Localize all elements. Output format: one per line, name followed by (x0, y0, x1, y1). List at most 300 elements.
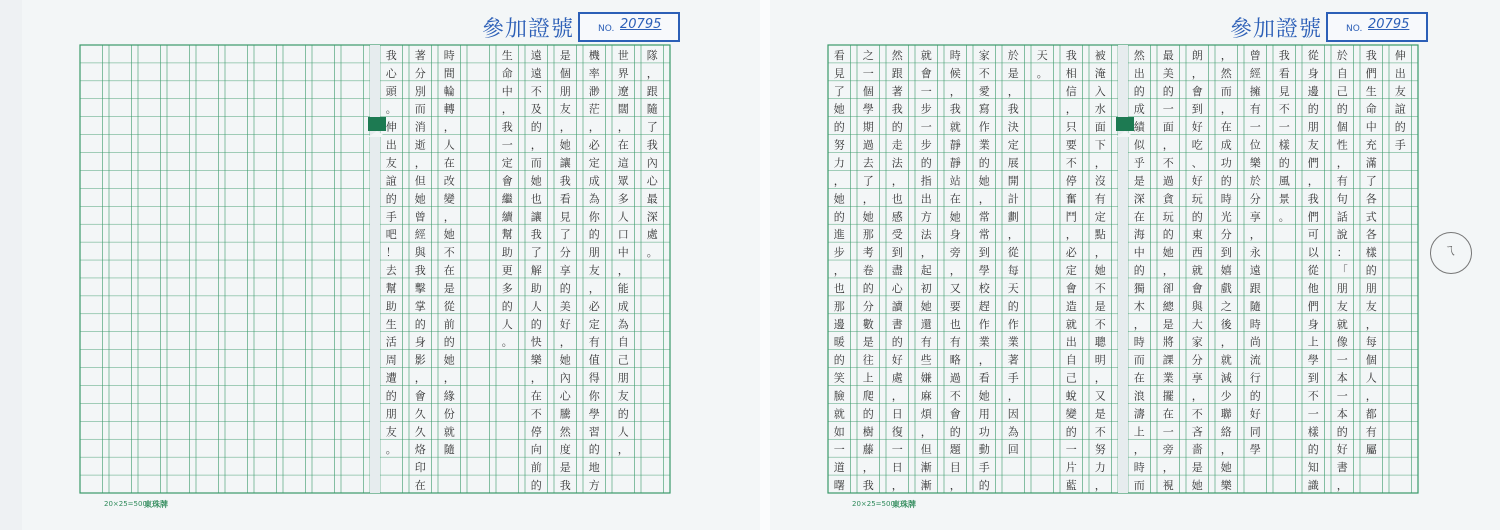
essay-char: 朋 (559, 84, 571, 98)
essay-char: 各 (1365, 192, 1377, 206)
essay-char: 面 (1162, 120, 1174, 134)
essay-char: 嬉 (1220, 264, 1232, 278)
essay-char: 看 (559, 192, 571, 206)
essay-char: 風 (1278, 174, 1290, 188)
essay-char: 似 (1133, 138, 1145, 152)
essay-char: 是 (1094, 407, 1106, 421)
essay-char: 的 (1133, 84, 1145, 98)
essay-char: 之 (862, 48, 874, 62)
essay-char: ， (1365, 389, 1377, 403)
essay-char: 又 (1094, 389, 1106, 403)
essay-char: 我 (862, 479, 874, 493)
essay-char: 作 (978, 120, 990, 134)
essay-char: 一 (1162, 425, 1174, 439)
essay-char: 海 (1133, 228, 1145, 242)
essay-char: 曾 (1249, 48, 1261, 62)
essay-char: 暖 (833, 335, 845, 349)
essay-char: 一 (1278, 120, 1290, 134)
essay-char: 會 (920, 66, 932, 80)
essay-char: 一 (1162, 102, 1174, 116)
essay-char: 樂 (1249, 156, 1261, 170)
essay-char: 而 (1133, 479, 1145, 493)
essay-char: 助 (385, 299, 397, 313)
essay-column-16 (950, 48, 962, 492)
essay-column-1 (1395, 48, 1406, 152)
essay-char: 的 (1065, 425, 1077, 439)
essay-char: 的 (1220, 174, 1232, 188)
essay-char: ， (1094, 371, 1106, 385)
essay-char: 解 (530, 264, 542, 278)
essay-char: 方 (588, 479, 600, 493)
essay-char: 。 (646, 246, 658, 260)
essay-char: 烙 (414, 443, 426, 457)
essay-char: ， (617, 443, 629, 457)
essay-char: 浪 (1133, 389, 1145, 403)
essay-char: 了 (646, 120, 658, 134)
essay-char: 分 (414, 66, 426, 80)
essay-char: 著 (414, 48, 426, 62)
essay-char: 口 (617, 228, 629, 242)
essay-char: 家 (978, 48, 990, 62)
essay-char: 個 (1336, 120, 1348, 134)
essay-char: 逝 (414, 138, 426, 152)
essay-char: 常 (978, 210, 990, 224)
essay-char: 她 (978, 174, 990, 188)
essay-char: ， (978, 192, 990, 206)
essay-char: 她 (1162, 246, 1174, 260)
essay-char: 周 (385, 353, 397, 367)
essay-char: 知 (1307, 461, 1319, 475)
essay-char: 日 (891, 407, 903, 421)
essay-char: 的 (1007, 299, 1019, 313)
essay-char: 去 (385, 264, 397, 278)
essay-char: 心 (891, 281, 903, 295)
essay-char: ： (1336, 246, 1348, 260)
essay-char: 這 (617, 156, 629, 170)
essay-char: 分 (559, 246, 571, 260)
essay-char: 中 (617, 246, 629, 260)
essay-char: 我 (1007, 102, 1019, 116)
essay-column-13 (1037, 49, 1048, 80)
essay-char: 站 (949, 174, 961, 188)
essay-char: 學 (978, 264, 990, 278)
essay-char: 學 (588, 407, 600, 421)
essay-char: 也 (949, 317, 961, 331)
essay-char: 地 (588, 461, 600, 475)
essay-column-9 (1163, 49, 1175, 492)
essay-char: 、 (1191, 156, 1203, 170)
essay-char: 我 (1278, 48, 1290, 62)
essay-char: 一 (833, 443, 845, 457)
essay-char: 美 (1162, 66, 1174, 80)
manuscript-grid-left (22, 0, 760, 530)
essay-char: 我 (559, 479, 571, 493)
essay-char: 的 (891, 120, 903, 134)
essay-char: 時 (1220, 192, 1232, 206)
essay-char: 繼 (501, 192, 513, 206)
essay-char: 步 (920, 102, 932, 116)
essay-char: 她 (978, 389, 990, 403)
essay-char: 有 (588, 335, 600, 349)
essay-char: 渺 (588, 84, 600, 98)
entry-number-label: NO. (1346, 24, 1363, 34)
essay-char: 前 (443, 317, 455, 331)
essay-char: 內 (559, 371, 571, 385)
essay-char: 是 (559, 461, 571, 475)
essay-char: 了 (559, 228, 571, 242)
essay-char: 在 (617, 138, 629, 152)
essay-char: 你 (588, 389, 600, 403)
essay-char: 位 (1249, 138, 1261, 152)
essay-char: 課 (1162, 353, 1174, 367)
essay-char: 於 (1249, 174, 1261, 188)
essay-char: 於 (1336, 48, 1348, 62)
essay-char: 不 (1065, 156, 1077, 170)
essay-char: 的 (862, 407, 874, 421)
essay-char: 我 (1365, 48, 1377, 62)
essay-char: 題 (949, 443, 961, 457)
essay-char: 樣 (1365, 246, 1377, 260)
essay-char: 己 (617, 353, 629, 367)
essay-char: 是 (1191, 461, 1203, 475)
essay-char: 每 (1007, 264, 1019, 278)
essay-char: 滿 (1365, 156, 1377, 170)
essay-char: 功 (978, 425, 990, 439)
essay-char: 到 (1307, 371, 1319, 385)
essay-char: 臉 (833, 389, 845, 403)
essay-char: ， (443, 120, 455, 134)
essay-char: 出 (1133, 66, 1145, 80)
essay-char: 本 (1336, 371, 1348, 385)
essay-char: 不 (949, 389, 961, 403)
essay-char: ， (978, 353, 990, 367)
essay-char: 她 (559, 353, 571, 367)
essay-char: 必 (588, 299, 600, 313)
essay-char: 從 (1007, 246, 1019, 260)
essay-char: 的 (978, 156, 990, 170)
essay-char: 要 (1065, 138, 1077, 152)
essay-char: ， (1007, 228, 1019, 242)
essay-char: 然 (1133, 48, 1145, 62)
essay-char: 一 (920, 84, 932, 98)
essay-column-1 (647, 48, 659, 259)
essay-char: 。 (385, 102, 397, 116)
essay-char: 一 (501, 138, 513, 152)
essay-char: ， (833, 264, 845, 278)
essay-char: 蛻 (1065, 389, 1077, 403)
essay-char: 手 (385, 210, 397, 224)
essay-char: 別 (414, 84, 426, 98)
essay-char: 一 (891, 443, 903, 457)
essay-char: 經 (414, 228, 426, 242)
essay-char: 影 (414, 353, 426, 367)
essay-char: 以 (1307, 246, 1319, 260)
essay-char: 隨 (1249, 299, 1261, 313)
essay-page-right (770, 0, 1500, 530)
essay-char: 闊 (617, 102, 629, 116)
essay-char: 而 (414, 102, 426, 116)
essay-char: 朋 (1336, 281, 1348, 295)
essay-char: 校 (978, 281, 990, 295)
essay-char: 漸 (920, 461, 932, 475)
essay-char: 身 (949, 228, 961, 242)
essay-char: 景 (1278, 192, 1290, 206)
essay-char: 大 (1191, 317, 1203, 331)
essay-char: 識 (1307, 479, 1319, 493)
essay-char: 藤 (862, 443, 874, 457)
essay-char: 將 (1162, 335, 1174, 349)
essay-char: 她 (833, 102, 845, 116)
essay-char: 曾 (414, 210, 426, 224)
grader-mark-text: ㄟ (1443, 243, 1457, 259)
essay-char: 復 (891, 425, 903, 439)
essay-char: 擁 (1249, 84, 1261, 98)
essay-char: 讓 (559, 156, 571, 170)
essay-char: 最 (1162, 48, 1174, 62)
essay-char: 不 (1278, 102, 1290, 116)
essay-char: 光 (1220, 210, 1232, 224)
essay-char: ， (1220, 102, 1232, 116)
essay-char: 伸 (385, 120, 397, 134)
essay-char: ， (1191, 389, 1203, 403)
essay-char: 些 (920, 353, 932, 367)
manuscript-grid-right (770, 0, 1500, 530)
essay-char: 麻 (920, 389, 932, 403)
essay-char: 與 (414, 246, 426, 260)
essay-column-9 (415, 48, 427, 492)
essay-char: 在 (1220, 120, 1232, 134)
essay-char: 的 (1133, 264, 1145, 278)
essay-char: ， (501, 102, 513, 116)
essay-char: 就 (1336, 317, 1348, 331)
essay-char: 。 (385, 443, 397, 457)
essay-char: ， (617, 264, 629, 278)
essay-char: 目 (949, 461, 961, 475)
essay-char: 爬 (862, 389, 874, 403)
essay-char: 造 (1065, 299, 1077, 313)
essay-char: 不 (530, 84, 542, 98)
essay-char: 我 (530, 228, 542, 242)
essay-char: 行 (1249, 371, 1261, 385)
essay-char: 著 (891, 84, 903, 98)
essay-char: 曙 (833, 479, 845, 493)
essay-char: 少 (1220, 389, 1232, 403)
essay-char: 幫 (385, 281, 397, 295)
essay-char: 她 (1191, 479, 1203, 493)
essay-char: 日 (891, 461, 903, 475)
essay-char: 中 (1365, 120, 1377, 134)
essay-char: 略 (949, 353, 961, 367)
essay-char: ， (1220, 335, 1232, 349)
essay-char: 值 (588, 353, 600, 367)
essay-char: 跟 (1249, 281, 1261, 295)
essay-char: 寫 (978, 102, 990, 116)
essay-char: 尚 (1249, 335, 1261, 349)
essay-char: ， (1220, 443, 1232, 457)
essay-char: ， (530, 371, 542, 385)
essay-char: 見 (559, 210, 571, 224)
essay-char: 助 (501, 246, 513, 260)
essay-char: 又 (949, 281, 961, 295)
essay-char: 在 (443, 264, 455, 278)
essay-char: 著 (1007, 353, 1019, 367)
essay-column-8 (443, 48, 456, 456)
essay-char: 擺 (1162, 389, 1174, 403)
essay-char: 視 (1162, 479, 1174, 493)
essay-char: 時 (1133, 461, 1145, 475)
essay-char: ， (414, 371, 426, 385)
essay-char: 上 (862, 371, 874, 385)
essay-char: 一 (862, 66, 874, 80)
essay-char: 定 (1065, 264, 1077, 278)
essay-char: 享 (1249, 210, 1261, 224)
essay-column-10 (1134, 49, 1146, 492)
essay-char: 遭 (385, 371, 397, 385)
essay-char: ， (559, 335, 571, 349)
essay-column-20 (834, 48, 845, 492)
essay-char: 各 (1365, 228, 1377, 242)
essay-char: 而 (1220, 84, 1232, 98)
essay-char: 計 (1007, 192, 1019, 206)
essay-char: 了 (1365, 174, 1377, 188)
essay-char: 道 (833, 461, 845, 475)
essay-char: 心 (385, 66, 397, 80)
essay-char: 率 (588, 66, 600, 80)
essay-char: 消 (414, 120, 426, 134)
essay-char: 卷 (862, 264, 874, 278)
essay-char: 然 (891, 48, 903, 62)
essay-char: 友 (588, 264, 600, 278)
essay-char: 會 (949, 407, 961, 421)
essay-char: 「 (1336, 264, 1348, 278)
essay-column-15 (979, 48, 991, 492)
essay-column-3 (589, 48, 601, 492)
essay-char: 是 (559, 48, 571, 62)
essay-char: 為 (617, 317, 629, 331)
essay-char: 決 (1007, 120, 1019, 134)
essay-char: 緣 (443, 389, 455, 403)
paper-brand-label: 東珠牌 (892, 500, 916, 509)
essay-char: 必 (1065, 246, 1077, 260)
essay-char: 她 (443, 228, 455, 242)
essay-char: 入 (1094, 84, 1106, 98)
essay-char: 的 (1249, 389, 1261, 403)
essay-char: ， (891, 174, 903, 188)
essay-char: 在 (443, 156, 455, 170)
essay-char: 旁 (1162, 443, 1174, 457)
essay-char: 而 (530, 156, 542, 170)
essay-char: 隊 (646, 48, 658, 62)
essay-char: 作 (978, 317, 990, 331)
essay-char: 聯 (1220, 407, 1232, 421)
essay-char: 世 (617, 48, 629, 62)
essay-char: 久 (414, 425, 426, 439)
essay-char: 靜 (949, 156, 961, 170)
essay-char: 友 (559, 102, 571, 116)
essay-char: 。 (1278, 210, 1290, 224)
essay-char: ， (443, 210, 455, 224)
essay-char: 印 (414, 461, 426, 475)
essay-column-4 (1308, 49, 1320, 492)
essay-column-18 (892, 49, 904, 492)
essay-char: 有 (1094, 192, 1106, 206)
essay-char: 但 (920, 443, 932, 457)
essay-char: 有 (1365, 425, 1377, 439)
essay-char: 時 (949, 48, 961, 62)
essay-char: 的 (833, 353, 845, 367)
essay-column-2 (1366, 48, 1377, 456)
essay-char: 輪 (443, 84, 455, 98)
essay-char: 一 (1307, 407, 1319, 421)
essay-char: 木 (1133, 299, 1145, 313)
essay-char: 數 (862, 317, 874, 331)
essay-char: 被 (1094, 48, 1106, 62)
essay-char: 的 (891, 335, 903, 349)
essay-char: 自 (1336, 66, 1348, 80)
essay-char: 到 (978, 246, 990, 260)
essay-char: 方 (920, 210, 932, 224)
essay-char: 指 (920, 174, 932, 188)
essay-char: 隨 (646, 102, 658, 116)
essay-char: 們 (1307, 299, 1319, 313)
essay-column-14 (1008, 49, 1020, 456)
essay-char: 走 (891, 138, 903, 152)
essay-char: 同 (1249, 425, 1261, 439)
essay-char: 處 (891, 371, 903, 385)
essay-char: 不 (1094, 281, 1106, 295)
essay-char: 個 (1365, 353, 1377, 367)
essay-char: 他 (1307, 281, 1319, 295)
essay-char: ， (920, 246, 932, 260)
essay-char: ， (862, 192, 874, 206)
bookmark-ribbon-icon (1116, 117, 1134, 131)
essay-char: 會 (1191, 84, 1203, 98)
essay-char: 看 (978, 371, 990, 385)
essay-char: ， (530, 138, 542, 152)
essay-char: 們 (1307, 210, 1319, 224)
essay-char: 續 (501, 210, 513, 224)
essay-char: 掌 (414, 299, 426, 313)
essay-char: 是 (1133, 174, 1145, 188)
essay-char: ， (891, 479, 903, 493)
essay-char: 能 (617, 281, 629, 295)
essay-char: 友 (617, 389, 629, 403)
essay-char: 學 (1249, 443, 1261, 457)
essay-char: 她 (862, 210, 874, 224)
essay-char: 就 (920, 48, 932, 62)
essay-char: 出 (1065, 335, 1077, 349)
essay-char: 定 (1094, 210, 1106, 224)
essay-char: 從 (443, 299, 455, 313)
essay-char: 相 (1065, 66, 1077, 80)
essay-char: 那 (862, 228, 874, 242)
essay-char: 與 (1191, 299, 1203, 313)
essay-char: 她 (1220, 461, 1232, 475)
essay-char: 就 (443, 425, 455, 439)
essay-char: 我 (385, 48, 397, 62)
essay-char: 她 (443, 353, 455, 367)
essay-char: ， (1162, 138, 1174, 152)
essay-char: 到 (891, 246, 903, 260)
essay-char: 她 (920, 299, 932, 313)
essay-char: 見 (833, 66, 845, 80)
essay-char: 績 (1133, 120, 1145, 134)
essay-char: 感 (891, 210, 903, 224)
essay-column-5 (1279, 48, 1290, 223)
essay-char: 天 (1007, 281, 1019, 295)
essay-char: 朋 (1365, 281, 1377, 295)
essay-char: 過 (949, 371, 961, 385)
